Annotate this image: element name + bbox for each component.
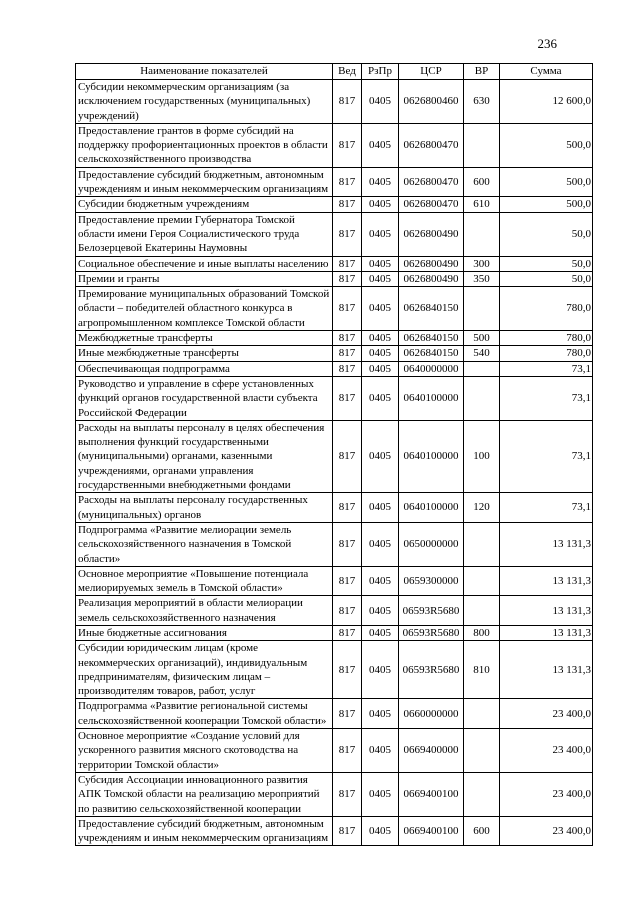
cell-name: Субсидии юридическим лицам (кроме некоммерческих организаций), индивидуальным предпринимателям, физическим лицам – производителям товаров, работ, услуг bbox=[76, 641, 333, 699]
header-sum: Сумма bbox=[500, 64, 593, 80]
cell-ved: 817 bbox=[333, 641, 362, 699]
cell-name: Расходы на выплаты персоналу в целях обеспечения выполнения функций государственными (муниципальными) органами, казенными учреждениями, органами управления государственными внебюджетными фондами bbox=[76, 420, 333, 492]
table-row bbox=[76, 699, 593, 729]
table-row bbox=[76, 729, 593, 773]
cell-vr bbox=[464, 287, 500, 331]
cell-name: Расходы на выплаты персоналу государственных (муниципальных) органов bbox=[76, 493, 333, 523]
cell-csr: 0640000000 bbox=[399, 361, 464, 376]
cell-ved: 817 bbox=[333, 420, 362, 492]
cell-rzpr: 0405 bbox=[362, 346, 399, 361]
cell-sum: 73,1 bbox=[500, 376, 593, 420]
cell-ved: 817 bbox=[333, 361, 362, 376]
cell-vr bbox=[464, 376, 500, 420]
cell-ved: 817 bbox=[333, 287, 362, 331]
table-row bbox=[76, 271, 593, 286]
cell-rzpr: 0405 bbox=[362, 420, 399, 492]
cell-rzpr: 0405 bbox=[362, 256, 399, 271]
cell-csr: 0669400100 bbox=[399, 772, 464, 816]
cell-vr: 600 bbox=[464, 816, 500, 846]
cell-sum: 500,0 bbox=[500, 123, 593, 167]
cell-sum: 13 131,3 bbox=[500, 566, 593, 596]
cell-vr bbox=[464, 123, 500, 167]
cell-rzpr: 0405 bbox=[362, 772, 399, 816]
cell-name: Субсидии некоммерческим организациям (за исключением государственных (муниципальных) учреждений) bbox=[76, 80, 333, 124]
cell-rzpr: 0405 bbox=[362, 816, 399, 846]
cell-rzpr: 0405 bbox=[362, 123, 399, 167]
cell-sum: 780,0 bbox=[500, 331, 593, 346]
cell-vr bbox=[464, 699, 500, 729]
cell-ved: 817 bbox=[333, 596, 362, 626]
cell-vr bbox=[464, 772, 500, 816]
cell-sum: 780,0 bbox=[500, 287, 593, 331]
cell-vr: 540 bbox=[464, 346, 500, 361]
table-row bbox=[76, 493, 593, 523]
cell-rzpr: 0405 bbox=[362, 80, 399, 124]
table-row bbox=[76, 331, 593, 346]
table-row bbox=[76, 197, 593, 212]
cell-name: Предоставление субсидий бюджетным, автономным учреждениям и иным некоммерческим организациям bbox=[76, 167, 333, 197]
cell-sum: 500,0 bbox=[500, 167, 593, 197]
table-row bbox=[76, 167, 593, 197]
cell-name: Основное мероприятие «Создание условий для ускоренного развития мясного скотоводства на территории Томской области» bbox=[76, 729, 333, 773]
cell-vr bbox=[464, 566, 500, 596]
cell-csr: 0626800490 bbox=[399, 212, 464, 256]
cell-ved: 817 bbox=[333, 566, 362, 596]
cell-vr: 500 bbox=[464, 331, 500, 346]
cell-sum: 50,0 bbox=[500, 256, 593, 271]
cell-sum: 13 131,3 bbox=[500, 596, 593, 626]
table-row bbox=[76, 816, 593, 846]
cell-ved: 817 bbox=[333, 331, 362, 346]
cell-ved: 817 bbox=[333, 493, 362, 523]
cell-vr bbox=[464, 361, 500, 376]
cell-csr: 0626840150 bbox=[399, 346, 464, 361]
cell-ved: 817 bbox=[333, 167, 362, 197]
cell-name: Межбюджетные трансферты bbox=[76, 331, 333, 346]
cell-ved: 817 bbox=[333, 729, 362, 773]
cell-ved: 817 bbox=[333, 197, 362, 212]
cell-ved: 817 bbox=[333, 772, 362, 816]
header-vr: ВР bbox=[464, 64, 500, 80]
budget-table bbox=[75, 63, 593, 846]
cell-sum: 13 131,3 bbox=[500, 625, 593, 640]
cell-rzpr: 0405 bbox=[362, 522, 399, 566]
cell-name: Премирование муниципальных образований Томской области – победителей областного конкурса в агропромышленном комплексе Томской области bbox=[76, 287, 333, 331]
cell-csr: 06593R5680 bbox=[399, 641, 464, 699]
cell-csr: 0626840150 bbox=[399, 287, 464, 331]
cell-vr: 800 bbox=[464, 625, 500, 640]
table-row bbox=[76, 256, 593, 271]
cell-rzpr: 0405 bbox=[362, 493, 399, 523]
cell-vr bbox=[464, 522, 500, 566]
cell-ved: 817 bbox=[333, 271, 362, 286]
cell-rzpr: 0405 bbox=[362, 566, 399, 596]
cell-vr: 630 bbox=[464, 80, 500, 124]
cell-name: Предоставление грантов в форме субсидий на поддержку профориентационных проектов в области сельскохозяйственного производства bbox=[76, 123, 333, 167]
cell-csr: 0640100000 bbox=[399, 493, 464, 523]
cell-name: Подпрограмма «Развитие региональной системы сельскохозяйственной кооперации Томской области» bbox=[76, 699, 333, 729]
cell-name: Иные бюджетные ассигнования bbox=[76, 625, 333, 640]
cell-ved: 817 bbox=[333, 376, 362, 420]
table-row bbox=[76, 287, 593, 331]
cell-name: Субсидии бюджетным учреждениям bbox=[76, 197, 333, 212]
cell-csr: 0626800460 bbox=[399, 80, 464, 124]
cell-csr: 0626800470 bbox=[399, 167, 464, 197]
table-row bbox=[76, 596, 593, 626]
table-row bbox=[76, 566, 593, 596]
table-row bbox=[76, 641, 593, 699]
cell-sum: 13 131,3 bbox=[500, 522, 593, 566]
cell-csr: 0669400100 bbox=[399, 816, 464, 846]
cell-rzpr: 0405 bbox=[362, 331, 399, 346]
cell-ved: 817 bbox=[333, 212, 362, 256]
cell-name: Иные межбюджетные трансферты bbox=[76, 346, 333, 361]
cell-ved: 817 bbox=[333, 346, 362, 361]
cell-csr: 0660000000 bbox=[399, 699, 464, 729]
table-row bbox=[76, 80, 593, 124]
cell-rzpr: 0405 bbox=[362, 596, 399, 626]
cell-name: Подпрограмма «Развитие мелиорации земель сельскохозяйственного назначения в Томской области» bbox=[76, 522, 333, 566]
cell-vr: 120 bbox=[464, 493, 500, 523]
header-ved: Вед bbox=[333, 64, 362, 80]
cell-csr: 0626800470 bbox=[399, 197, 464, 212]
cell-rzpr: 0405 bbox=[362, 361, 399, 376]
table-row bbox=[76, 212, 593, 256]
cell-sum: 23 400,0 bbox=[500, 772, 593, 816]
cell-csr: 0626800490 bbox=[399, 271, 464, 286]
cell-vr: 810 bbox=[464, 641, 500, 699]
cell-ved: 817 bbox=[333, 256, 362, 271]
cell-sum: 73,1 bbox=[500, 493, 593, 523]
cell-sum: 500,0 bbox=[500, 197, 593, 212]
page-number: 236 bbox=[537, 36, 557, 51]
cell-name: Основное мероприятие «Повышение потенциала мелиорируемых земель в Томской области» bbox=[76, 566, 333, 596]
table-row bbox=[76, 772, 593, 816]
cell-ved: 817 bbox=[333, 699, 362, 729]
cell-sum: 73,1 bbox=[500, 361, 593, 376]
cell-name: Субсидия Ассоциации инновационного развития АПК Томской области на реализацию мероприятий по развитию сельскохозяйственной кооперации bbox=[76, 772, 333, 816]
cell-rzpr: 0405 bbox=[362, 641, 399, 699]
cell-vr bbox=[464, 212, 500, 256]
header-row bbox=[76, 64, 593, 80]
cell-sum: 12 600,0 bbox=[500, 80, 593, 124]
cell-csr: 0659300000 bbox=[399, 566, 464, 596]
cell-csr: 0626800490 bbox=[399, 256, 464, 271]
cell-vr: 350 bbox=[464, 271, 500, 286]
cell-sum: 73,1 bbox=[500, 420, 593, 492]
cell-csr: 0626840150 bbox=[399, 331, 464, 346]
table-row bbox=[76, 346, 593, 361]
cell-ved: 817 bbox=[333, 522, 362, 566]
table-row bbox=[76, 625, 593, 640]
cell-rzpr: 0405 bbox=[362, 699, 399, 729]
cell-ved: 817 bbox=[333, 80, 362, 124]
table-header bbox=[76, 64, 593, 80]
cell-rzpr: 0405 bbox=[362, 212, 399, 256]
cell-name: Социальное обеспечение и иные выплаты населению bbox=[76, 256, 333, 271]
table-row bbox=[76, 376, 593, 420]
cell-vr: 600 bbox=[464, 167, 500, 197]
cell-rzpr: 0405 bbox=[362, 197, 399, 212]
cell-csr: 06593R5680 bbox=[399, 596, 464, 626]
header-name: Наименование показателей bbox=[76, 64, 333, 80]
cell-name: Обеспечивающая подпрограмма bbox=[76, 361, 333, 376]
cell-ved: 817 bbox=[333, 625, 362, 640]
header-rzpr: РзПр bbox=[362, 64, 399, 80]
table-row bbox=[76, 361, 593, 376]
cell-rzpr: 0405 bbox=[362, 287, 399, 331]
cell-vr: 610 bbox=[464, 197, 500, 212]
cell-csr: 06593R5680 bbox=[399, 625, 464, 640]
table-row bbox=[76, 123, 593, 167]
cell-rzpr: 0405 bbox=[362, 167, 399, 197]
cell-sum: 780,0 bbox=[500, 346, 593, 361]
cell-rzpr: 0405 bbox=[362, 729, 399, 773]
cell-sum: 23 400,0 bbox=[500, 729, 593, 773]
cell-rzpr: 0405 bbox=[362, 625, 399, 640]
cell-name: Реализация мероприятий в области мелиорации земель сельскохозяйственного назначения bbox=[76, 596, 333, 626]
cell-vr: 100 bbox=[464, 420, 500, 492]
cell-csr: 0626800470 bbox=[399, 123, 464, 167]
header-csr: ЦСР bbox=[399, 64, 464, 80]
cell-sum: 50,0 bbox=[500, 212, 593, 256]
cell-sum: 13 131,3 bbox=[500, 641, 593, 699]
cell-rzpr: 0405 bbox=[362, 271, 399, 286]
cell-rzpr: 0405 bbox=[362, 376, 399, 420]
cell-sum: 23 400,0 bbox=[500, 816, 593, 846]
table-body bbox=[76, 80, 593, 846]
cell-name: Предоставление премии Губернатора Томской области имени Героя Социалистического труда Белозерцевой Екатерины Наумовны bbox=[76, 212, 333, 256]
cell-vr bbox=[464, 729, 500, 773]
cell-name: Предоставление субсидий бюджетным, автономным учреждениям и иным некоммерческим организациям bbox=[76, 816, 333, 846]
cell-ved: 817 bbox=[333, 816, 362, 846]
cell-csr: 0640100000 bbox=[399, 376, 464, 420]
cell-name: Премии и гранты bbox=[76, 271, 333, 286]
cell-csr: 0650000000 bbox=[399, 522, 464, 566]
cell-sum: 23 400,0 bbox=[500, 699, 593, 729]
cell-ved: 817 bbox=[333, 123, 362, 167]
cell-sum: 50,0 bbox=[500, 271, 593, 286]
table-row bbox=[76, 522, 593, 566]
cell-csr: 0640100000 bbox=[399, 420, 464, 492]
cell-csr: 0669400000 bbox=[399, 729, 464, 773]
table-row bbox=[76, 420, 593, 492]
cell-vr: 300 bbox=[464, 256, 500, 271]
cell-vr bbox=[464, 596, 500, 626]
cell-name: Руководство и управление в сфере установленных функций органов государственной власти субъекта Российской Федерации bbox=[76, 376, 333, 420]
